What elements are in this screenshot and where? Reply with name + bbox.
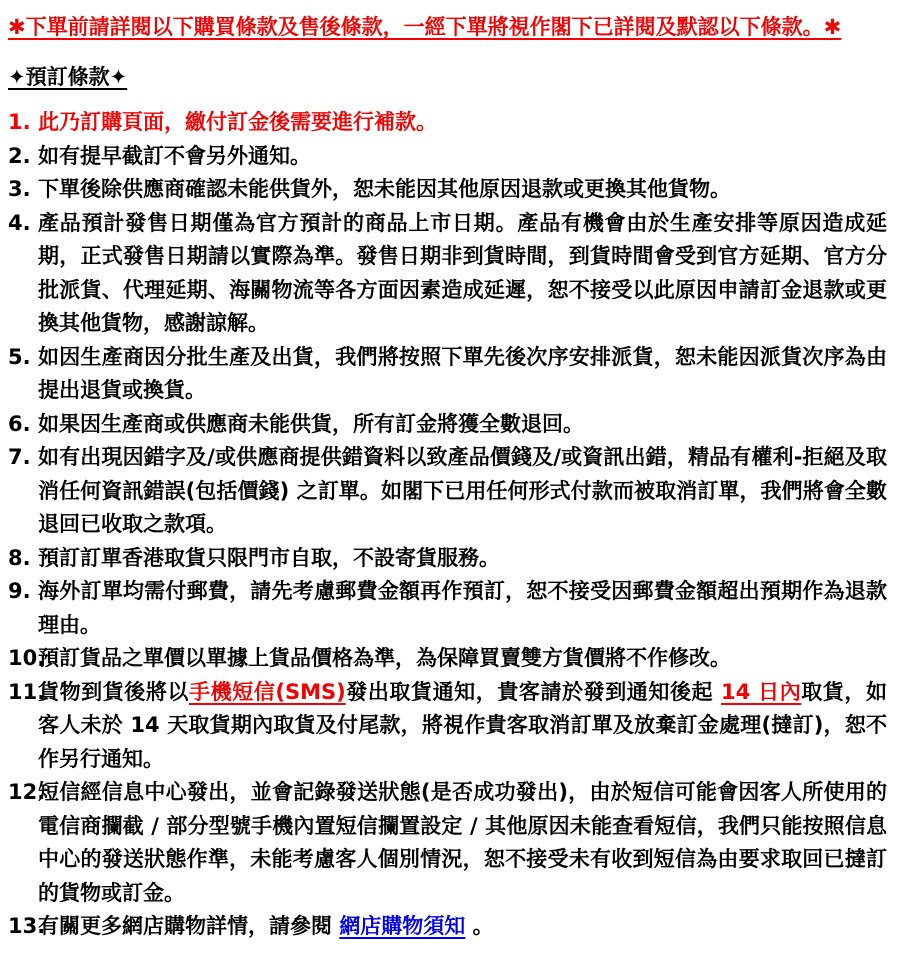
purchase-notice-header: ✱下單前請詳閱以下購買條款及售後條款，一經下單將視作閣下已詳閱及默認以下條款。✱ bbox=[8, 15, 842, 39]
term-text bbox=[38, 441, 887, 542]
term-number: 12. bbox=[8, 780, 46, 804]
term-number: 11. bbox=[8, 679, 46, 704]
term-item-11 bbox=[8, 676, 887, 777]
term-text bbox=[38, 642, 887, 676]
term-text-segment: 如有出現因錯字及/或供應商提供錯資料以致產品價錢及/或資訊出錯，精品有權利-拒絕及取消任何資訊錯誤(包括價錢) 之訂單。如閣下已用任何形式付款而被取消訂單，我們將會全數退回已收取之款項。 bbox=[38, 445, 887, 536]
term-text bbox=[38, 542, 887, 576]
term-text-segment: 短信經信息中心發出，並會記錄發送狀態(是否成功發出)，由於短信可能會因客人所使用的電信商攔截 / 部分型號手機內置短信攔置設定 / 其他原因未能查看短信，我們只能按照信息中心的發送狀態作準，未能考慮客人個別情況，恕不接受未有收到短信為由要求取回已撻訂的貨物或訂金。 bbox=[38, 780, 887, 905]
term-text-segment: 海外訂單均需付郵費，請先考慮郵費金額再作預訂，恕不接受因郵費金額超出預期作為退款理由。 bbox=[38, 579, 887, 637]
term-text bbox=[38, 776, 887, 910]
term-item-2 bbox=[8, 140, 887, 174]
term-item-12 bbox=[8, 776, 887, 910]
term-number: 6. bbox=[8, 411, 31, 436]
term-number: 1. bbox=[8, 110, 31, 134]
term-text-segment: 如有提早截訂不會另外通知。 bbox=[38, 143, 311, 168]
term-text-segment: 發出取貨通知，貴客請於發到通知後起 bbox=[345, 679, 721, 704]
term-item-9 bbox=[8, 575, 887, 642]
term-item-3 bbox=[8, 173, 887, 207]
highlighted-red-text: 14 日內 bbox=[721, 679, 802, 704]
term-item-5 bbox=[8, 341, 887, 408]
term-number: 8. bbox=[8, 545, 31, 570]
term-text bbox=[38, 910, 887, 944]
term-number: 7. bbox=[8, 445, 31, 469]
term-number: 5. bbox=[8, 344, 31, 369]
term-text bbox=[38, 341, 887, 408]
terms-list bbox=[8, 106, 887, 944]
term-item-7 bbox=[8, 441, 887, 542]
term-item-6 bbox=[8, 408, 887, 442]
term-text-segment: 如因生產商因分批生產及出貨，我們將按照下單先後次序安排派貨，恕未能因派貨次序為由提出退貨或換貨。 bbox=[38, 344, 887, 402]
term-text-segment: 貨物到貨後將以 bbox=[38, 679, 190, 704]
term-item-10 bbox=[8, 642, 887, 676]
term-text bbox=[38, 106, 887, 140]
term-number: 10. bbox=[8, 646, 46, 670]
term-item-1 bbox=[8, 106, 887, 140]
term-text bbox=[38, 207, 887, 341]
term-item-13 bbox=[8, 910, 887, 944]
term-text-segment: 有關更多網店購物詳情，請參閱 bbox=[38, 914, 340, 938]
term-number: 3. bbox=[8, 177, 31, 201]
term-text bbox=[38, 575, 887, 642]
term-text bbox=[38, 173, 887, 207]
term-text-segment: 此乃訂購頁面，繳付訂金後需要進行補款。 bbox=[38, 110, 437, 134]
term-text-segment: 。 bbox=[465, 914, 494, 938]
term-item-8 bbox=[8, 542, 887, 576]
term-text bbox=[38, 140, 887, 174]
preorder-terms-section-title: ✦預訂條款✦ bbox=[8, 64, 128, 89]
term-text-segment: 取貨，如客人未於 14 天取貨期內取貨及付尾款，將視作貴客取消訂單及放棄訂金處理(撻訂)，恕不作另行通知。 bbox=[38, 679, 888, 771]
store-shopping-guide-link[interactable]: 網店購物須知 bbox=[339, 914, 466, 938]
term-text-segment: 如果因生產商或供應商未能供貨，所有訂金將獲全數退回。 bbox=[38, 411, 584, 436]
term-number: 13. bbox=[8, 914, 46, 938]
term-text bbox=[38, 408, 887, 442]
highlighted-red-text: 手機短信(SMS) bbox=[189, 679, 346, 704]
term-number: 2. bbox=[8, 143, 31, 168]
term-number: 9. bbox=[8, 579, 31, 603]
term-item-4 bbox=[8, 207, 887, 341]
term-text-segment: 預訂貨品之單價以單據上貨品價格為準，為保障買賣雙方貨價將不作修改。 bbox=[38, 646, 731, 670]
term-text-segment: 下單後除供應商確認未能供貨外，恕未能因其他原因退款或更換其他貨物。 bbox=[38, 177, 731, 201]
term-number: 4. bbox=[8, 210, 31, 235]
term-text bbox=[38, 676, 887, 777]
term-text-segment: 預訂訂單香港取貨只限門市自取，不設寄貨服務。 bbox=[38, 545, 500, 570]
term-text-segment: 產品預計發售日期僅為官方預計的商品上市日期。產品有機會由於生產安排等原因造成延期，正式發售日期請以實際為準。發售日期非到貨時間，到貨時間會受到官方延期、官方分批派貨、代理延期、海關物流等各方面因素造成延遲，恕不接受以此原因申請訂金退款或更換其他貨物，感謝諒解。 bbox=[38, 210, 887, 335]
